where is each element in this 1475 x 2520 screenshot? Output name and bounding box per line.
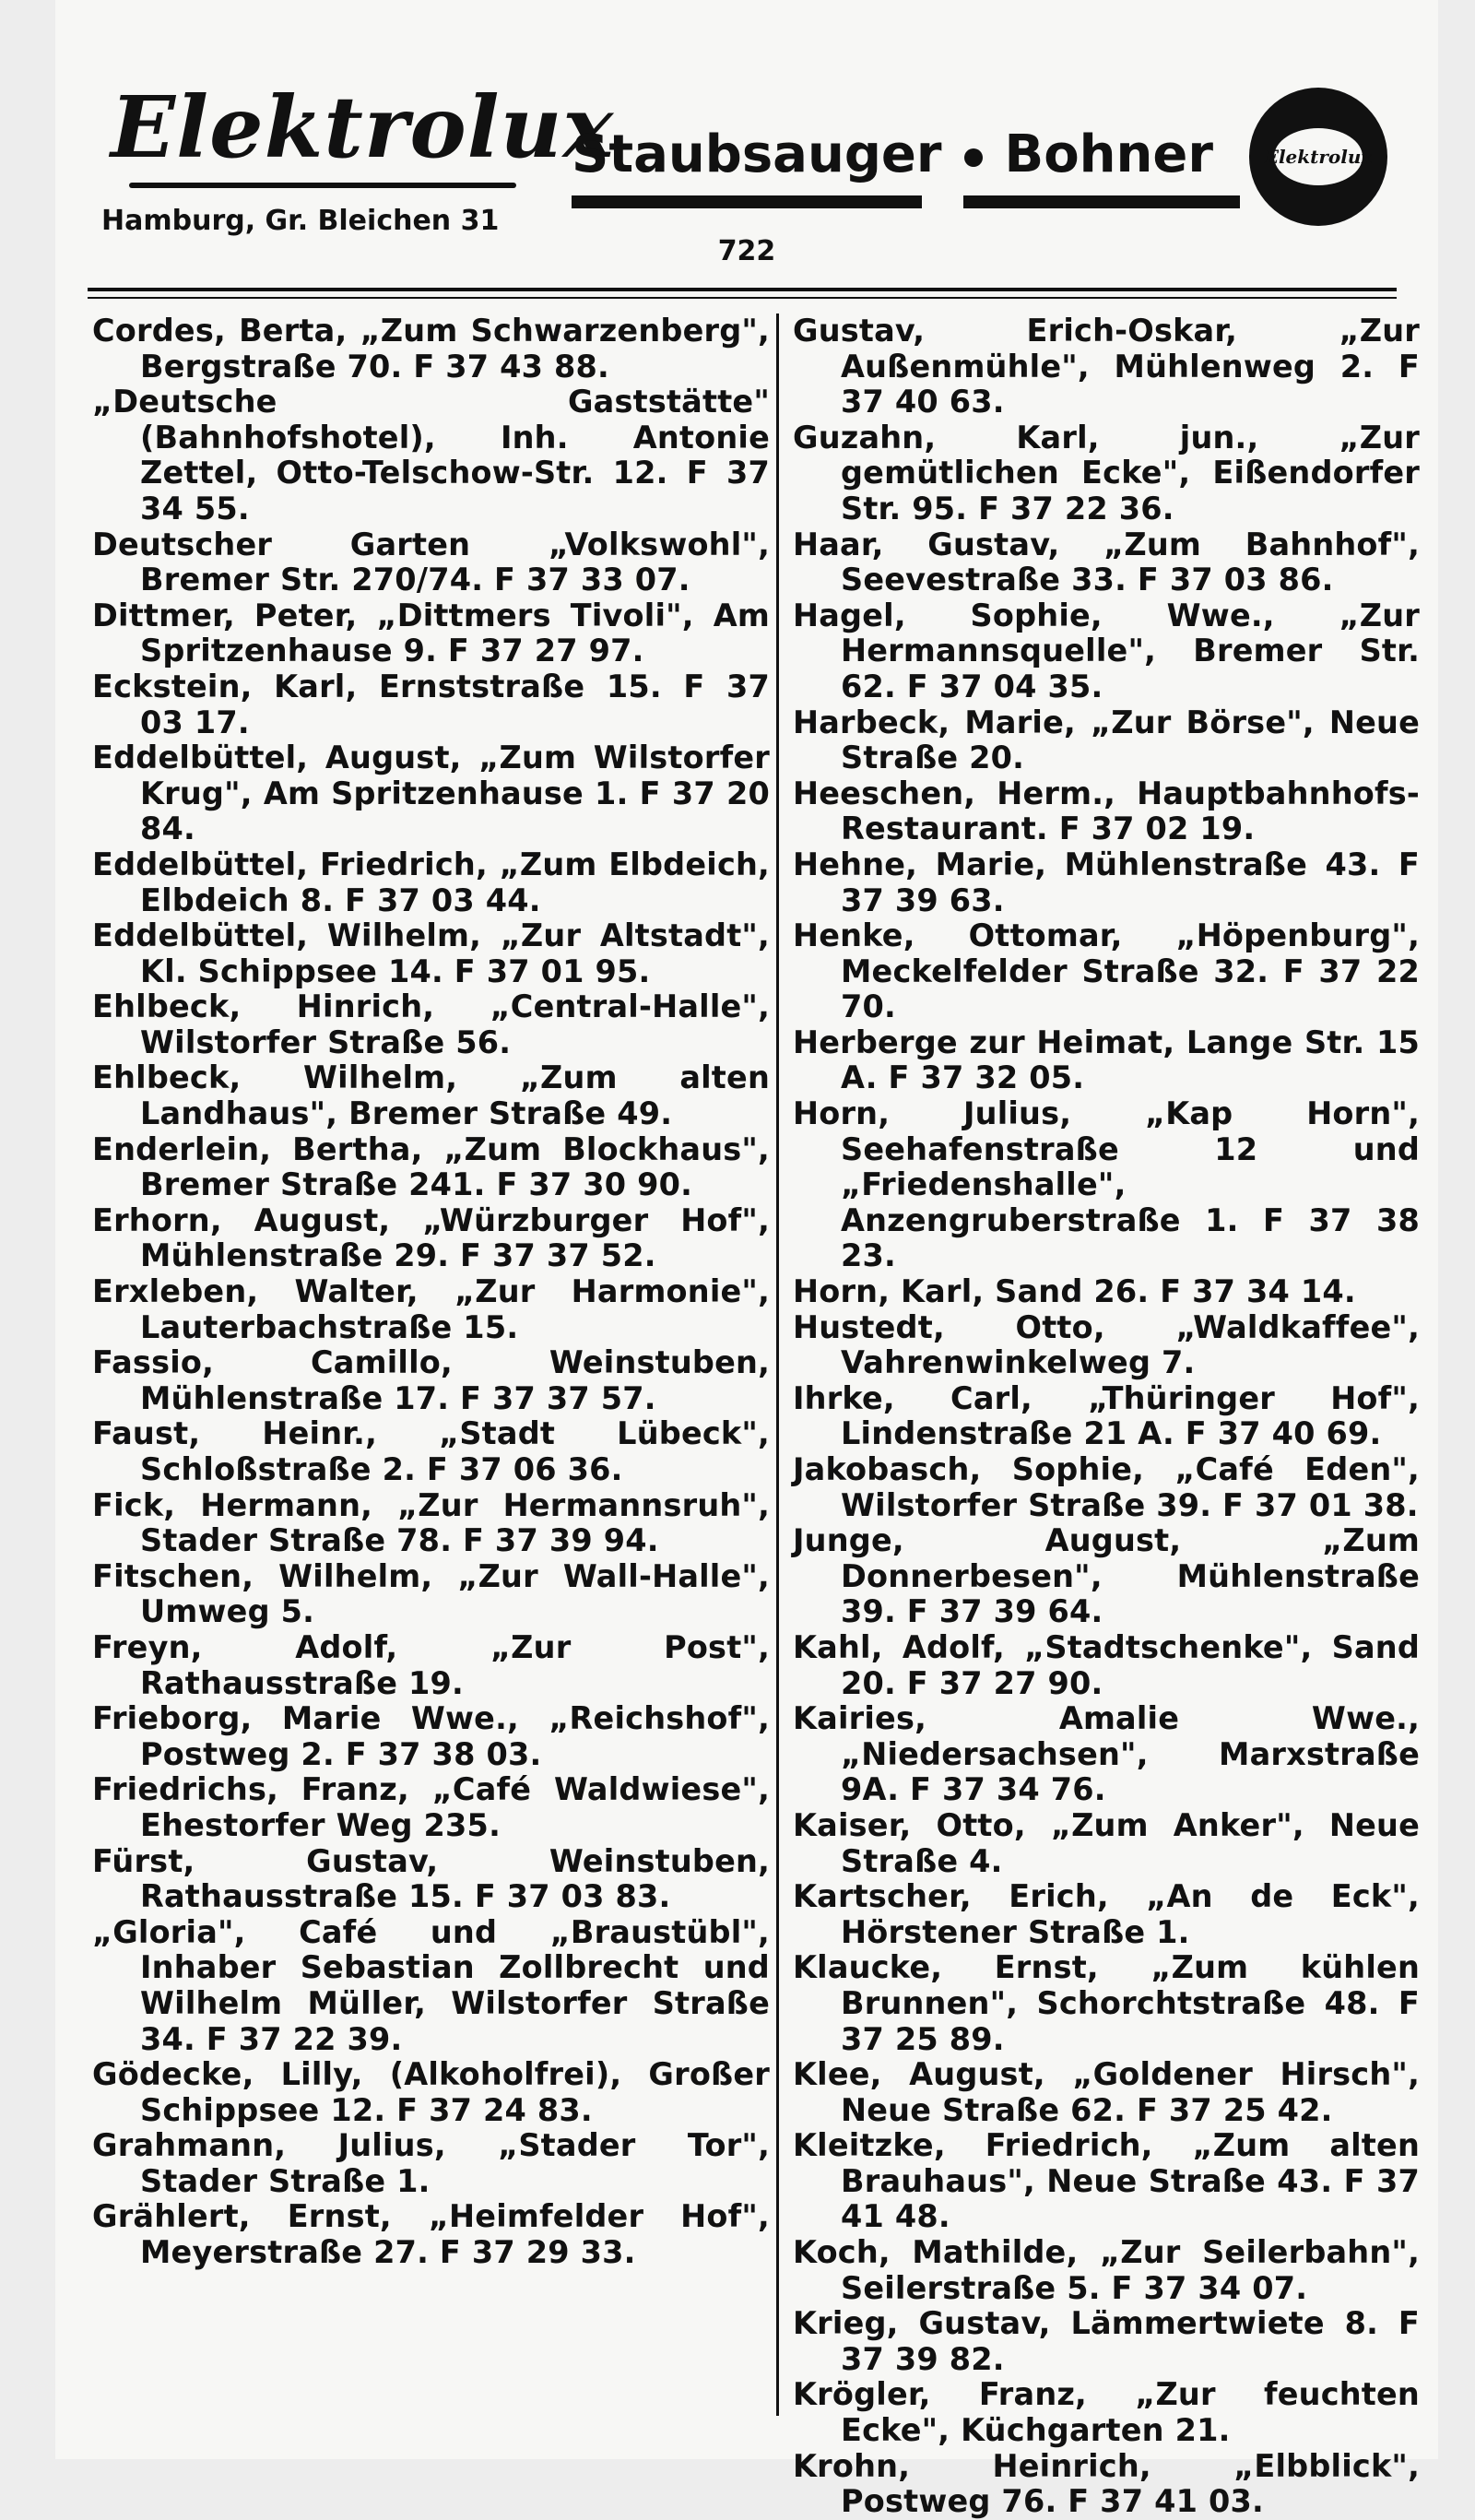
advertisement-header [55,0,1438,277]
directory-entry: Hehne, Marie, Mühlenstraße 43. F 37 39 63. [793,846,1420,918]
directory-entry: Hustedt, Otto, „Waldkaffee", Vahrenwinkelweg 7. [793,1308,1420,1381]
directory-entry: Freyn, Adolf, „Zur Post", Rathausstraße 19. [92,1628,770,1701]
directory-entry: Erhorn, August, „Würzburger Hof", Mühlenstraße 29. F 37 37 52. [92,1201,770,1274]
right-column [793,314,1420,2520]
product-polisher: Bohner [1004,124,1214,184]
directory-entry: Krohn, Heinrich, „Elbblick", Postweg 76. F 37 41 03. [793,2447,1420,2520]
directory-entry: „Gloria", Café und „Braustübl", Inhaber Sebastian Zollbrecht und Wilhelm Müller, Wilstorfer Straße 34. F 37 22 39. [92,1913,770,2057]
bullet-dot [964,148,983,167]
directory-entry: Fürst, Gustav, Weinstuben, Rathausstraße 15. F 37 03 83. [92,1842,770,1915]
brand-address: Hamburg, Gr. Bleichen 31 [101,205,500,237]
underline-bar [572,195,922,208]
directory-entry: Harbeck, Marie, „Zur Börse", Neue Straße 20. [793,704,1420,776]
left-column [92,314,770,2271]
directory-entry: Eddelbüttel, Friedrich, „Zum Elbdeich, Elbdeich 8. F 37 03 44. [92,846,770,918]
directory-entry: Eddelbüttel, Wilhelm, „Zur Altstadt", Kl. Schippsee 14. F 37 01 95. [92,917,770,989]
directory-entry: Kleitzke, Friedrich, „Zum alten Brauhaus", Neue Straße 43. F 37 41 48. [793,2127,1420,2235]
directory-entry: Cordes, Berta, „Zum Schwarzenberg", Bergstraße 70. F 37 43 88. [92,313,770,385]
directory-entry: Horn, Julius, „Kap Horn", Seehafenstraße 12 und „Friedenshalle", Anzengruberstraße 1. F 37 38 23. [793,1095,1420,1274]
emblem-text: Elektrolux [1274,128,1363,185]
directory-entry: Eckstein, Karl, Ernststraße 15. F 37 03 17. [92,668,770,740]
directory-entry: Kaiser, Otto, „Zum Anker", Neue Straße 4. [793,1806,1420,1879]
header-rule-thin [88,297,1397,299]
directory-entry: Fick, Hermann, „Zur Hermannsruh", Stader Straße 78. F 37 39 94. [92,1486,770,1559]
page-number: 722 [717,235,776,267]
products-line [572,124,1213,184]
directory-entry: Horn, Karl, Sand 26. F 37 34 14. [793,1273,1356,1310]
directory-entry: Erxleben, Walter, „Zur Harmonie", Lauterbachstraße 15. [92,1273,770,1345]
directory-entry: Heeschen, Herm., Hauptbahnhofs-Restaurant. F 37 02 19. [793,775,1420,847]
directory-entry: Friedrichs, Franz, „Café Waldwiese", Ehestorfer Weg 235. [92,1771,770,1843]
directory-entry: Hagel, Sophie, Wwe., „Zur Hermannsquelle", Bremer Str. 62. F 37 04 35. [793,597,1420,704]
directory-entry: Fitschen, Wilhelm, „Zur Wall-Halle", Umweg 5. [92,1557,770,1630]
directory-entry: Gustav, Erich-Oskar, „Zur Außenmühle", Mühlenweg 2. F 37 40 63. [793,313,1420,420]
directory-entry: Ihrke, Carl, „Thüringer Hof", Lindenstraße 21 A. F 37 40 69. [793,1379,1420,1452]
directory-entry: Dittmer, Peter, „Dittmers Tivoli", Am Spritzenhause 9. F 37 27 97. [92,597,770,669]
directory-entry: Grahmann, Julius, „Stader Tor", Stader Straße 1. [92,2127,770,2199]
directory-entry: Deutscher Garten „Volkswohl", Bremer Str. 270/74. F 37 33 07. [92,526,770,598]
directory-entry: Jakobasch, Sophie, „Café Eden", Wilstorfer Straße 39. F 37 01 38. [793,1451,1420,1523]
product-vacuum: Staubsauger [572,124,942,184]
directory-entry: Faust, Heinr., „Stadt Lübeck", Schloßstraße 2. F 37 06 36. [92,1415,770,1487]
directory-entry: Klaucke, Ernst, „Zum kühlen Brunnen", Schorchtstraße 48. F 37 25 89. [793,1949,1420,2057]
directory-entry: Henke, Ottomar, „Höpenburg", Meckelfelder Straße 32. F 37 22 70. [793,917,1420,1025]
directory-entry: Frieborg, Marie Wwe., „Reichshof", Postweg 2. F 37 38 03. [92,1700,770,1772]
brand-logo: Elektrolux [111,77,615,177]
brand-emblem-icon [1249,88,1387,226]
directory-entry: Klee, August, „Goldener Hirsch", Neue Straße 62. F 37 25 42. [793,2056,1420,2128]
directory-entry: „Deutsche Gaststätte" (Bahnhofshotel), Inh. Antonie Zettel, Otto-Telschow-Str. 12. F 37 34 55. [92,384,770,526]
directory-entry: Ehlbeck, Wilhelm, „Zum alten Landhaus", Bremer Straße 49. [92,1059,770,1132]
directory-entry: Fassio, Camillo, Weinstuben, Mühlenstraße 17. F 37 37 57. [92,1344,770,1416]
directory-entry: Gödecke, Lilly, (Alkoholfrei), Großer Schippsee 12. F 37 24 83. [92,2056,770,2128]
directory-entry: Kahl, Adolf, „Stadtschenke", Sand 20. F 37 27 90. [793,1628,1420,1701]
directory-entry: Eddelbüttel, August, „Zum Wilstorfer Krug", Am Spritzenhause 1. F 37 20 84. [92,739,770,847]
directory-page [55,0,1438,2520]
directory-entry: Ehlbeck, Hinrich, „Central-Halle", Wilstorfer Straße 56. [92,988,770,1060]
directory-entry: Kartscher, Erich, „An de Eck", Hörstener Straße 1. [793,1878,1420,1950]
directory-entry: Krieg, Gustav, Lämmertwiete 8. F 37 39 82. [793,2305,1420,2377]
directory-entry: Junge, August, „Zum Donnerbesen", Mühlenstraße 39. F 37 39 64. [793,1522,1420,1630]
directory-entry: Grählert, Ernst, „Heimfelder Hof", Meyerstraße 27. F 37 29 33. [92,2198,770,2271]
column-divider [776,314,779,2416]
directory-entry: Guzahn, Karl, jun., „Zur gemütlichen Ecke", Eißendorfer Str. 95. F 37 22 36. [793,419,1420,526]
directory-entry: Krögler, Franz, „Zur feuchten Ecke", Küchgarten 21. [793,2376,1420,2449]
underline-bar [963,195,1240,208]
directory-entry: Haar, Gustav, „Zum Bahnhof", Seevestraße 33. F 37 03 86. [793,526,1420,598]
directory-entry: Koch, Mathilde, „Zur Seilerbahn", Seilerstraße 5. F 37 34 07. [793,2234,1420,2306]
directory-entry: Enderlein, Bertha, „Zum Blockhaus", Bremer Straße 241. F 37 30 90. [92,1130,770,1203]
directory-entry: Herberge zur Heimat, Lange Str. 15 A. F 37 32 05. [793,1023,1420,1096]
directory-entry: Kairies, Amalie Wwe., „Niedersachsen", Marxstraße 9A. F 37 34 76. [793,1700,1420,1808]
logo-underline [129,183,516,188]
header-rule [88,288,1397,291]
